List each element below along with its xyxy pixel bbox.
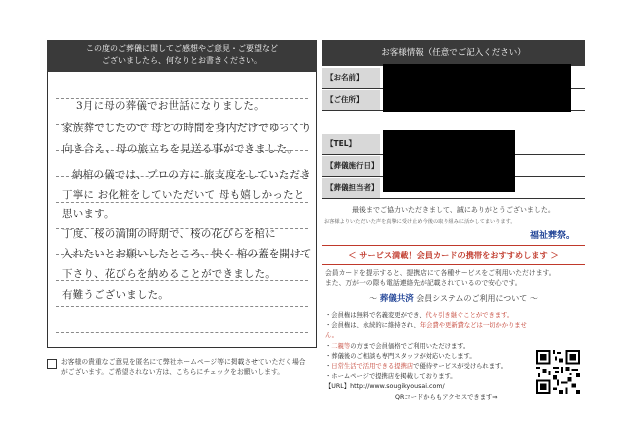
publish-opt-out-checkbox[interactable] [47, 359, 57, 369]
benefit-item: ・会員権は無料で名義変更ができ、代々引き継ぐことができます。 [325, 312, 514, 319]
handwritten-line: 有難うございました。 [62, 289, 169, 301]
benefit-item: ・会員権は、永続的に維持され、年会費や更新費などは一切かかりません。 [325, 322, 527, 340]
handwritten-line: 丁度、桜の満開の時期で、桜の花びらを棺に [62, 228, 276, 240]
redaction-block [383, 64, 571, 112]
customer-info-header: お客様情報（任意でご記入ください） [322, 40, 585, 66]
tel-label: 【TEL】 [322, 134, 380, 154]
comment-area[interactable] [47, 72, 317, 348]
handwritten-line: 納棺の儀では、プロの方に 旅支度をしていただき [72, 169, 311, 181]
benefit-item: ・二親等の方まで会員価格でご利用いただけます。 [325, 342, 470, 350]
publish-consent-line-1: お客様の貴重なご意見を匿名にて弊社ホームページ等に掲載させていただく場合 [61, 358, 306, 366]
funeral-date-label: 【葬儀施行日】 [322, 156, 380, 176]
member-system-heading [322, 292, 585, 304]
description-line: 会員カードを提示すると、提携店にて各種サービスをご利用いただけます。 [325, 269, 556, 277]
handwritten-line: 下さり、花びらを納めることができました。 [62, 268, 276, 280]
comment-header-line-1: この度のご葬儀に関してご感想やご意見・ご要望など [86, 44, 278, 53]
benefit-item: ・ホームページで提携店を掲載しております。 [325, 373, 457, 381]
member-card-description [325, 268, 585, 288]
publish-consent [47, 357, 317, 377]
ruled-line [56, 332, 308, 333]
benefit-item: ・葬儀後のご相談も専門スタッフが対応いたします。 [325, 352, 476, 360]
funeral-staff-label: 【葬儀担当者】 [322, 178, 380, 198]
system-name: 葬儀共済 [379, 294, 414, 304]
heading-suffix: 会員システムのご利用について 〜 [416, 294, 538, 303]
publish-consent-line-2: がございます。ご希望されない方は、こちらにチェックをお願いします。 [61, 368, 285, 376]
member-card-banner: ＜ サービス満載！会員カードの携帯をおすすめします ＞ [322, 245, 585, 265]
qr-code-icon[interactable] [536, 350, 580, 394]
handwritten-line: 丁寧に お化粧をしていただいて 母も嬉しかったと [62, 189, 305, 201]
benefit-item: ・日常生活で活用できる提携店で優待サービスが受けられます。 [325, 363, 508, 371]
description-line: また、万が一の際も電話連絡先が記載されているので安心です。 [325, 279, 522, 287]
redaction-block [383, 130, 515, 192]
handwritten-line: 家族葬でしたので 母との時間を身内だけでゆっくり [62, 122, 312, 134]
url-link[interactable]: 【URL】http://www.sougikyousai.com/ [325, 383, 445, 391]
handwritten-line: 入れたいとお願いしたところ、快く 棺の蓋を開けて [62, 248, 312, 260]
comment-header-line-2: ございましたら、何なりとお書きください。 [102, 56, 262, 65]
comment-header [47, 40, 317, 72]
ruled-line [56, 202, 308, 203]
thanks-text: 最後までご協力いただきまして、誠にありがとうございました。 [352, 206, 555, 214]
handwritten-line: 思います。 [62, 208, 115, 220]
member-benefits-list [325, 311, 535, 403]
brand-logo: 福祉葬祭。 [530, 231, 576, 241]
address-label: 【ご住所】 [322, 90, 380, 110]
name-label: 【お名前】 [322, 68, 380, 88]
handwritten-line: 3月に母の葬儀でお世話になりました。 [76, 100, 265, 112]
feedback-note: お客様よりいただいた声を真摯に受け止め今後の取り組みに活かしてまいります。 [324, 219, 516, 225]
handwritten-line: 向き合え、母の旅立ちを見送る事ができました。 [62, 143, 299, 155]
ruled-line [56, 306, 308, 307]
qr-caption: QRコードからもアクセスできます⇒ [395, 393, 498, 401]
heading-prefix: 〜 [369, 294, 378, 303]
